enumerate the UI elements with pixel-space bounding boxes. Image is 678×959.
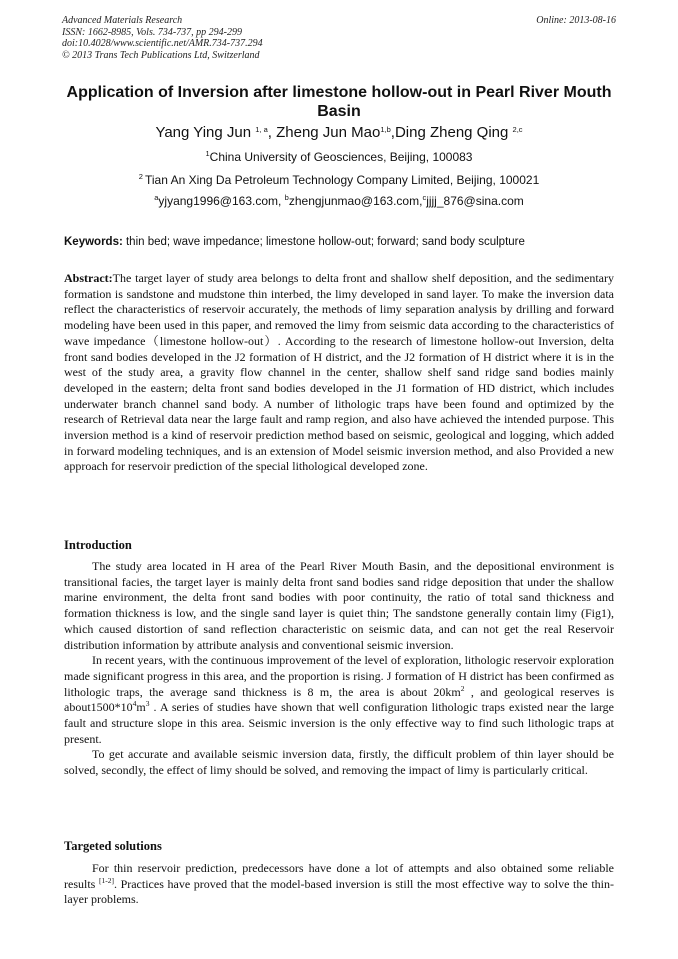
section-heading-targeted-solutions: Targeted solutions [64, 839, 162, 853]
email-marker: a [154, 193, 159, 202]
abstract-label: Abstract: [64, 271, 113, 285]
email-link: zhengjunmao@163.com, [288, 194, 423, 208]
author-name: , Zheng Jun Mao [267, 124, 381, 141]
paragraph: The study area located in H area of the Pearl River Mouth Basin, and the depositional environment is transitional facies, the target layer is mainly delta front sand bodies sand ridge deposition that under the shallow marine environment, the delta front sand bodies with poor continuity, the ratio of total sand thickness and formation thickness is low, and the single sand layer is quiet thin; The sandstone generally contain limy (Fig1), which caused distortion of sand reflection characteristic on seismic data, and can not get the real Reservoir distribution information by attribute analysis and conventional seismic inversion. [64, 559, 614, 652]
paragraph: To get accurate and available seismic inversion data, firstly, the difficult problem of thin layer should be solved, secondly, the effect of limy should be solved, and removing the impact of limy is particularly critical. [64, 747, 614, 778]
keywords-text: thin bed; wave impedance; limestone hollow-out; forward; sand body sculpture [122, 236, 525, 248]
author-name: Yang Ying Jun [155, 124, 256, 141]
section-heading-introduction: Introduction [64, 538, 132, 552]
abstract [64, 271, 614, 475]
paragraph: For thin reservoir prediction, predecessors have done a lot of attempts and also obtained some reliable results [1-2]. Practices have proved that the model-based inversion is still the most effective way to solve the thin-layer problems. [64, 861, 614, 907]
email-marker: b [284, 193, 289, 202]
copyright-line: © 2013 Trans Tech Publications Ltd, Switzerland [62, 49, 260, 61]
journal-name: Advanced Materials Research [62, 15, 183, 26]
author-affil-marker: 2,c [512, 125, 523, 134]
affiliation-2 [62, 173, 616, 187]
targeted-body [64, 861, 614, 908]
affil-text: Tian An Xing Da Petroleum Technology Company Limited, Beijing, 100021 [145, 173, 540, 187]
affil-text: China University of Geosciences, Beijing, 100083 [209, 150, 473, 164]
author-list [62, 124, 616, 142]
email-link: yjyang1996@163.com, [158, 194, 285, 208]
affiliation-1 [62, 150, 616, 164]
affil-marker: 2 [138, 172, 145, 181]
author-affil-marker: 1,b [380, 125, 391, 134]
paragraph: In recent years, with the continuous improvement of the level of exploration, lithologic reservoir exploration made significant progress in this area, and the proportion is rising. J formation of H district has been confirmed as lithologic traps, the average sand thickness is 8 m, the area is about $20km^2$ , and geological reserves is $about1500*10^4m^3$ . A series of studies have shown that well configuration lithologic traps existed near the large fault and structure slope in this area. Seismic inversion is the only effective way to find such lithologic traps at present. [64, 653, 614, 746]
paper-title: Application of Inversion after limestone hollow-out in Pearl River Mouth Basin [66, 84, 612, 120]
email-marker: c [422, 193, 427, 202]
email-line [62, 194, 616, 208]
author-affil-marker: 1, a [255, 125, 268, 134]
doi-line: doi:10.4028/www.scientific.net/AMR.734-737.294 [62, 38, 263, 49]
abstract-text: The target layer of study area belongs to delta front and shallow shelf deposition, and the sedimentary formation is sandstone and mudstone thin interbed, the limy developed in sand layer. To make the inversion data reflect the characteristics of reservoir accurately, the methods of limy separation analysis by drilling and forward modeling have been used in this paper, and removed the limy from seismic data according to the characteristics of wave impedance（limestone hollow-out）. According to the research of limestone hollow-out Inversion, delta front sand bodies developed in the J2 formation of H district, and the J2 formation of H district where it is in the west of the study area, a gravity flow channel in the center, shallow shelf sand ridge sand bodies mainly developed in the eastern; delta front sand bodies developed in the J1 formation of HD district, which includes underwater branch channel sand body. A number of lithologic traps have been found and optimized by the research of Retrieval data near the large fault and ramp region, and also have achieved the intended purpose. This inversion method is a kind of reservoir prediction method based on seismic, geological and logging, which added in forward modeling techniques, and is an extension of Model seismic inversion method, and also Provided a new approach for reservoir prediction of the special lithological developed zone. [64, 271, 614, 474]
issn-line: ISSN: 1662-8985, Vols. 734-737, pp 294-299 [62, 26, 242, 38]
citation: [1-2] [98, 875, 114, 885]
introduction-body [64, 559, 614, 779]
keywords-label: Keywords: [64, 236, 123, 248]
running-header [62, 15, 263, 61]
keywords-line [64, 236, 616, 248]
email-link: jjjj_876@sina.com [426, 194, 524, 208]
online-date: Online: 2013-08-16 [536, 15, 616, 26]
author-name: ,Ding Zheng Qing [390, 124, 513, 141]
affil-marker: 1 [205, 149, 210, 158]
